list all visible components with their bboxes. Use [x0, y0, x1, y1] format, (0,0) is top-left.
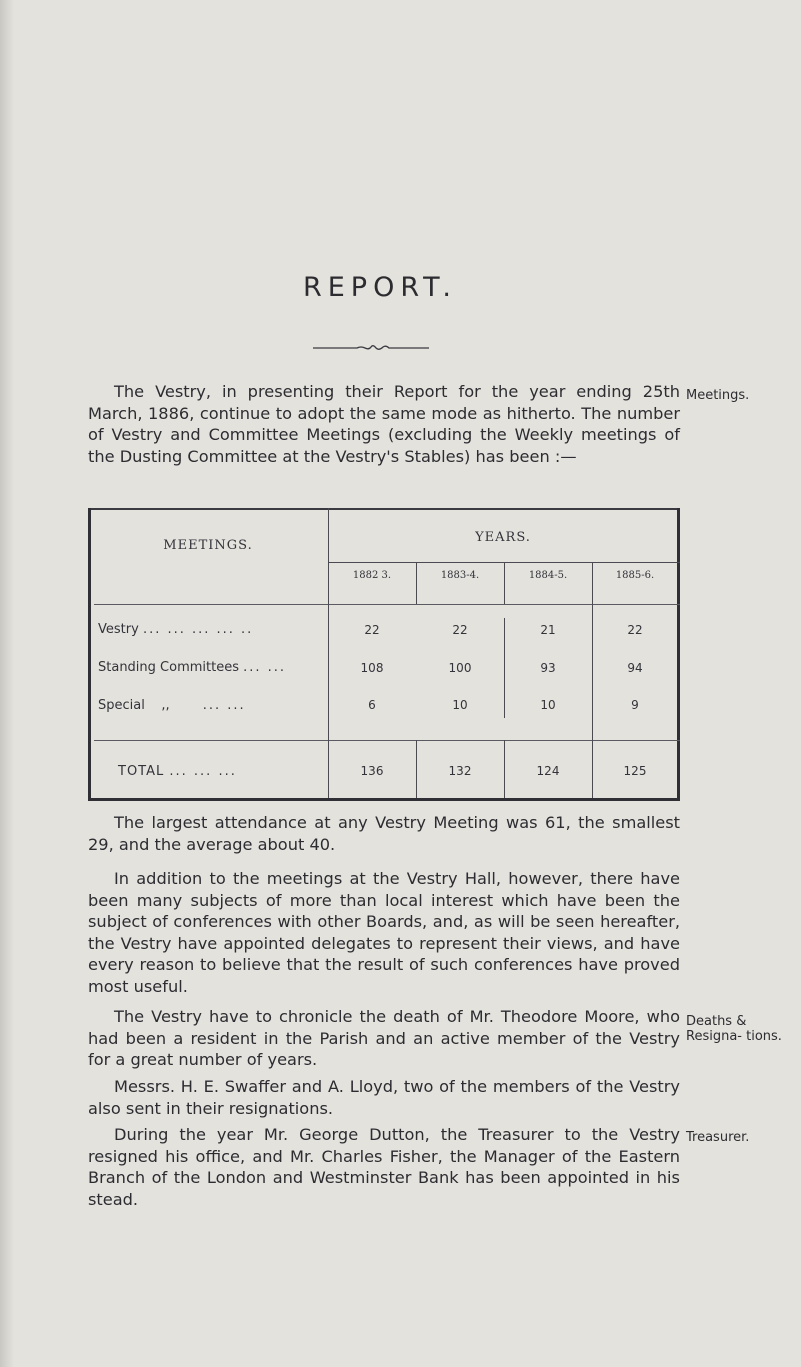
table-cell: 93 [540, 661, 556, 675]
table-border-top [88, 508, 680, 510]
row-label-text: Vestry [98, 622, 139, 637]
table-cell: 94 [627, 661, 643, 675]
total-cell: 124 [536, 764, 560, 778]
margin-note-deaths: Deaths & Resigna- tions. [686, 1014, 782, 1044]
paragraph-meetings: The Vestry, in presenting their Report for the year ending 25th March, 1886, continue to adopt the same mode as hitherto. The number of Vestry and Committee Meetings (excluding the Weekly meetings of the Dusting Committee at the Vestry's Stables) has been :— [88, 382, 680, 466]
table-border-right [677, 508, 680, 801]
total-cell: 125 [623, 764, 647, 778]
year-header-1: 1882 3. [352, 570, 392, 581]
col-divider-3-top [504, 562, 505, 604]
table-cell: 6 [368, 698, 376, 712]
col-divider-2-top [416, 562, 417, 604]
table-cell: 10 [452, 698, 468, 712]
row-label-dots: ... ... ... ... .. [142, 622, 254, 637]
table-border-bottom [88, 798, 680, 801]
col-divider-1-top [328, 508, 329, 604]
table-cell: 21 [540, 623, 556, 637]
table-row-label [98, 622, 253, 637]
total-label-dots: ... ... ... [169, 764, 237, 779]
paragraph-treasurer: During the year Mr. George Dutton, the Treasurer to the Vestry resigned his office, and Mr. Charles Fisher, the Manager of the Eastern Branch of the London and Westminster Bank has been appointed in his stead. [88, 1125, 680, 1209]
table-header-meetings: MEETINGS. [163, 538, 253, 553]
total-cell: 132 [448, 764, 472, 778]
table-cell: 108 [360, 661, 384, 675]
margin-note-meetings: Meetings. [686, 388, 750, 403]
table-cell: 22 [627, 623, 643, 637]
row-label-dots: ... ... [202, 698, 246, 713]
table-cell: 100 [448, 661, 472, 675]
table-cell: 10 [540, 698, 556, 712]
paragraph-attendance: The largest attendance at any Vestry Meeting was 61, the smallest 29, and the average about 40. [88, 813, 680, 854]
page-edge-shadow [0, 0, 14, 1367]
table-row-label [98, 660, 286, 675]
year-header-2: 1883-4. [440, 570, 480, 581]
table-header-years: YEARS. [475, 530, 531, 545]
col-divider-4-top [592, 562, 593, 604]
table-row-label [98, 698, 246, 713]
year-header-3: 1884-5. [528, 570, 568, 581]
row-label-text: Standing Committees [98, 660, 239, 675]
paragraph-conferences: In addition to the meetings at the Vestry Hall, however, there have been many subjects of more than local interest which have been the subject of conferences with other Boards, and, as will be seen hereafter, the Vestry have appointed delegates to represent their views, and have every reason to believe that the result of such conferences have proved most useful. [88, 869, 680, 996]
total-label-text: TOTAL [118, 764, 165, 779]
row-label-text: Special ,, [98, 698, 170, 713]
page-title: REPORT. [302, 272, 458, 303]
paragraph-death: The Vestry have to chronicle the death of Mr. Theodore Moore, who had been a resident in the Parish and an active member of the Vestry for a great number of years. [88, 1007, 680, 1070]
table-cell: 22 [364, 623, 380, 637]
total-label [118, 764, 237, 779]
table-cell: 9 [631, 698, 639, 712]
row-label-dots: ... ... [243, 660, 287, 675]
ornament-rule [313, 344, 429, 352]
total-cell: 136 [360, 764, 384, 778]
year-header-4: 1885-6. [615, 570, 655, 581]
paragraph-resignations: Messrs. H. E. Swaffer and A. Lloyd, two of the members of the Vestry also sent in their resignations. [88, 1077, 680, 1118]
meetings-table [88, 508, 680, 802]
table-cell: 22 [452, 623, 468, 637]
margin-note-treasurer: Treasurer. [686, 1130, 750, 1145]
